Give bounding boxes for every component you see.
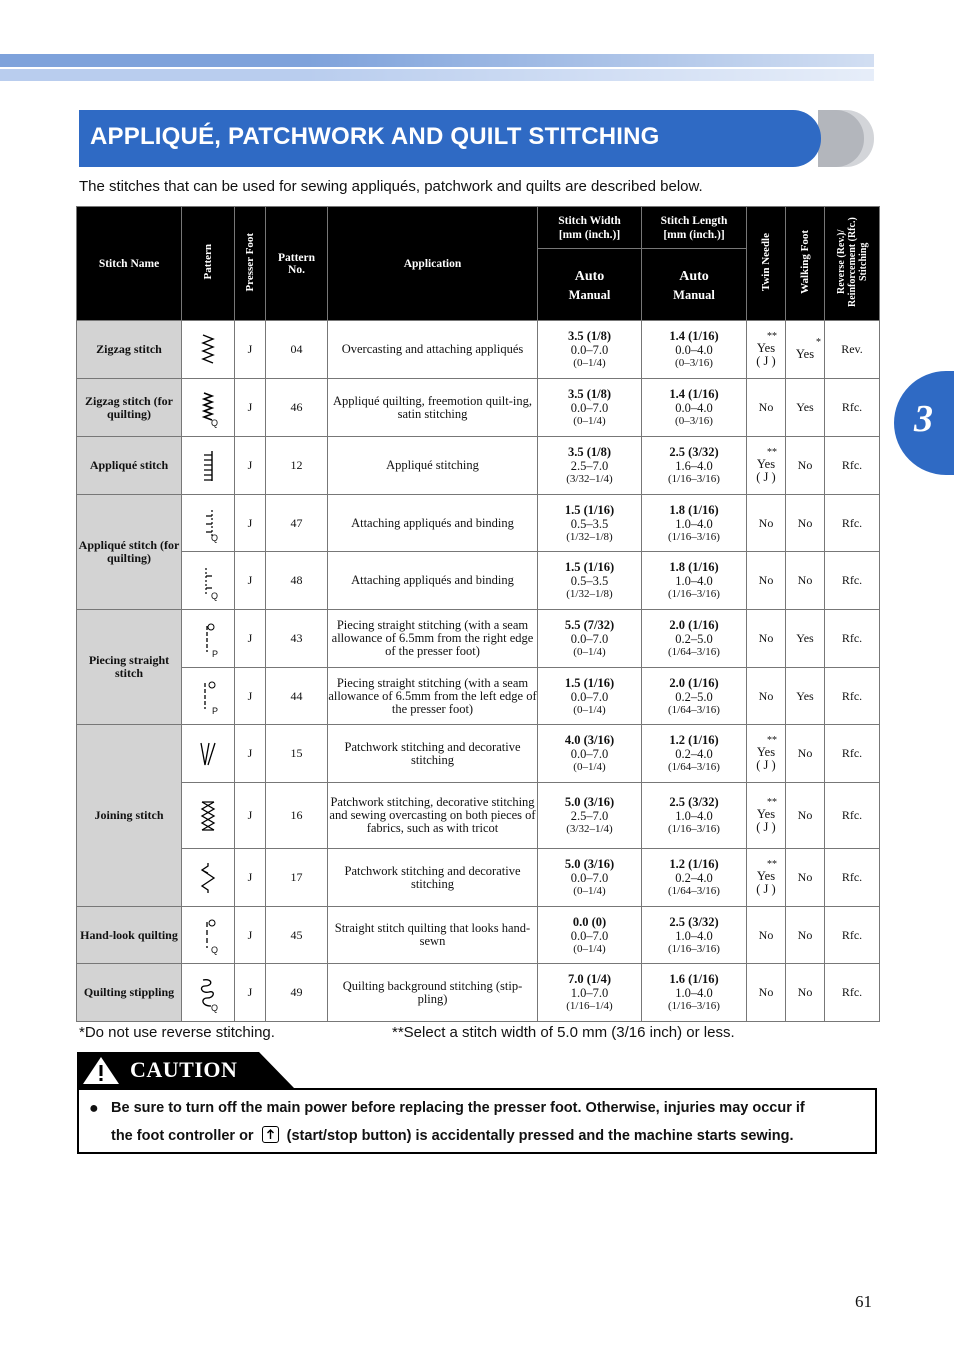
walking-foot: * Yes bbox=[786, 321, 825, 379]
table-row bbox=[77, 849, 880, 907]
stitch-pattern-icon: Q bbox=[182, 495, 235, 552]
application: Quilting background stitching (stip-pling) bbox=[328, 964, 538, 1022]
stitch-name: Piecing straight stitch bbox=[77, 610, 182, 725]
stitch-pattern-icon bbox=[182, 783, 235, 849]
stitch-length: 1.2 (1/16) 0.2–4.0 (1/64–3/16) bbox=[642, 849, 747, 907]
twin-needle: ** Yes ( J ) bbox=[747, 783, 786, 849]
stitch-pattern-icon: Q bbox=[182, 379, 235, 437]
stitch-length: 1.2 (1/16) 0.2–4.0 (1/64–3/16) bbox=[642, 725, 747, 783]
reverse-stitching: Rfc. bbox=[825, 610, 880, 668]
presser-foot: J bbox=[235, 725, 266, 783]
application: Appliqué stitching bbox=[328, 437, 538, 495]
stitch-pattern-icon: Q bbox=[182, 964, 235, 1022]
stitch-length: 1.8 (1/16) 1.0–4.0 (1/16–3/16) bbox=[642, 552, 747, 610]
stitch-name: Quilting stippling bbox=[77, 964, 182, 1022]
table-row bbox=[77, 552, 880, 610]
header-stripe bbox=[0, 54, 874, 81]
stitch-pattern-icon bbox=[182, 849, 235, 907]
stitch-pattern-icon bbox=[182, 321, 235, 379]
header-length-auto-manual: Auto Manual bbox=[642, 249, 747, 321]
chapter-tab bbox=[894, 371, 954, 475]
application: Patchwork stitching and decorative stitching bbox=[328, 849, 538, 907]
pattern-no: 43 bbox=[266, 610, 328, 668]
header-presser-foot: Presser Foot bbox=[235, 207, 266, 321]
presser-foot: J bbox=[235, 783, 266, 849]
stitch-name: Zigzag stitch bbox=[77, 321, 182, 379]
stitch-pattern-icon bbox=[182, 437, 235, 495]
header-stitch-length: Stitch Length [mm (inch.)] bbox=[642, 207, 747, 249]
presser-foot: J bbox=[235, 849, 266, 907]
page-number: 61 bbox=[855, 1292, 872, 1311]
reverse-stitching: Rfc. bbox=[825, 907, 880, 964]
twin-needle: ** Yes ( J ) bbox=[747, 437, 786, 495]
pattern-no: 17 bbox=[266, 849, 328, 907]
stitch-name: Hand-look quilting bbox=[77, 907, 182, 964]
stitch-width: 5.5 (7/32) 0.0–7.0 (0–1/4) bbox=[538, 610, 642, 668]
caution-line-2: the foot controller or (start/stop button) is accidentally pressed and the machine starts sewing. bbox=[111, 1128, 794, 1144]
walking-foot: No bbox=[786, 907, 825, 964]
twin-needle: No bbox=[747, 907, 786, 964]
header-width-auto-manual: Auto Manual bbox=[538, 249, 642, 321]
presser-foot: J bbox=[235, 379, 266, 437]
pattern-no: 15 bbox=[266, 725, 328, 783]
header-pattern-no: Pattern No. bbox=[266, 207, 328, 321]
stitch-table bbox=[76, 206, 880, 1022]
stitch-name: Zigzag stitch (for quilting) bbox=[77, 379, 182, 437]
header-stitch-name: Stitch Name bbox=[77, 207, 182, 321]
table-row bbox=[77, 437, 880, 495]
caution-box bbox=[77, 1088, 877, 1154]
reverse-stitching: Rfc. bbox=[825, 495, 880, 552]
intro-text: The stitches that can be used for sewing appliqués, patchwork and quilts are described below. bbox=[79, 178, 703, 195]
presser-foot: J bbox=[235, 907, 266, 964]
presser-foot: J bbox=[235, 668, 266, 725]
presser-foot: J bbox=[235, 552, 266, 610]
application: Patchwork stitching and decorative stitching bbox=[328, 725, 538, 783]
reverse-stitching: Rfc. bbox=[825, 783, 880, 849]
stitch-pattern-icon: P bbox=[182, 610, 235, 668]
pattern-no: 45 bbox=[266, 907, 328, 964]
stitch-width: 3.5 (1/8) 0.0–7.0 (0–1/4) bbox=[538, 321, 642, 379]
twin-needle: No bbox=[747, 610, 786, 668]
stitch-length: 2.0 (1/16) 0.2–5.0 (1/64–3/16) bbox=[642, 610, 747, 668]
stitch-length: 2.5 (3/32) 1.6–4.0 (1/16–3/16) bbox=[642, 437, 747, 495]
stitch-length: 2.5 (3/32) 1.0–4.0 (1/16–3/16) bbox=[642, 907, 747, 964]
stitch-length: 1.6 (1/16) 1.0–4.0 (1/16–3/16) bbox=[642, 964, 747, 1022]
walking-foot: No bbox=[786, 552, 825, 610]
stitch-name: Appliqué stitch (for quilting) bbox=[77, 495, 182, 610]
table-row bbox=[77, 610, 880, 668]
caution-badge bbox=[77, 1052, 294, 1088]
header-walking-foot: Walking Foot bbox=[786, 207, 825, 321]
walking-foot: Yes bbox=[786, 379, 825, 437]
twin-needle: No bbox=[747, 495, 786, 552]
walking-foot: Yes bbox=[786, 610, 825, 668]
stitch-pattern-icon bbox=[182, 725, 235, 783]
reverse-stitching: Rfc. bbox=[825, 552, 880, 610]
table-row bbox=[77, 379, 880, 437]
stitch-name: Joining stitch bbox=[77, 725, 182, 907]
walking-foot: No bbox=[786, 964, 825, 1022]
pattern-no: 44 bbox=[266, 668, 328, 725]
pattern-no: 16 bbox=[266, 783, 328, 849]
walking-foot: No bbox=[786, 437, 825, 495]
chapter-number: 3 bbox=[914, 398, 933, 440]
application: Appliqué quilting, freemotion quilt-ing, satin stitching bbox=[328, 379, 538, 437]
twin-needle: ** Yes ( J ) bbox=[747, 725, 786, 783]
pattern-no: 49 bbox=[266, 964, 328, 1022]
stitch-width: 1.5 (1/16) 0.0–7.0 (0–1/4) bbox=[538, 668, 642, 725]
presser-foot: J bbox=[235, 437, 266, 495]
presser-foot: J bbox=[235, 495, 266, 552]
reverse-stitching: Rfc. bbox=[825, 725, 880, 783]
section-title-bar bbox=[79, 110, 821, 167]
start-stop-button-icon bbox=[262, 1126, 279, 1143]
stitch-width: 5.0 (3/16) 2.5–7.0 (3/32–1/4) bbox=[538, 783, 642, 849]
bullet-icon: ● bbox=[89, 1100, 99, 1117]
pattern-no: 48 bbox=[266, 552, 328, 610]
application: Straight stitch quilting that looks hand-sewn bbox=[328, 907, 538, 964]
pattern-no: 12 bbox=[266, 437, 328, 495]
pattern-no: 04 bbox=[266, 321, 328, 379]
header-stitch-width: Stitch Width [mm (inch.)] bbox=[538, 207, 642, 249]
pattern-no: 47 bbox=[266, 495, 328, 552]
stitch-pattern-icon: Q bbox=[182, 907, 235, 964]
reverse-stitching: Rfc. bbox=[825, 964, 880, 1022]
reverse-stitching: Rfc. bbox=[825, 668, 880, 725]
application: Overcasting and attaching appliqués bbox=[328, 321, 538, 379]
twin-needle: No bbox=[747, 964, 786, 1022]
application: Attaching appliqués and binding bbox=[328, 495, 538, 552]
presser-foot: J bbox=[235, 321, 266, 379]
page-title: APPLIQUÉ, PATCHWORK AND QUILT STITCHING bbox=[90, 123, 660, 150]
header-pattern: Pattern bbox=[182, 207, 235, 321]
stitch-width: 7.0 (1/4) 1.0–7.0 (1/16–1/4) bbox=[538, 964, 642, 1022]
reverse-stitching: Rfc. bbox=[825, 379, 880, 437]
walking-foot: No bbox=[786, 849, 825, 907]
stitch-length: 1.4 (1/16) 0.0–4.0 (0–3/16) bbox=[642, 379, 747, 437]
table-row bbox=[77, 495, 880, 552]
reverse-stitching: Rfc. bbox=[825, 849, 880, 907]
presser-foot: J bbox=[235, 964, 266, 1022]
stitch-length: 1.4 (1/16) 0.0–4.0 (0–3/16) bbox=[642, 321, 747, 379]
stitch-width: 1.5 (1/16) 0.5–3.5 (1/32–1/8) bbox=[538, 495, 642, 552]
stitch-width: 0.0 (0) 0.0–7.0 (0–1/4) bbox=[538, 907, 642, 964]
stitch-width: 5.0 (3/16) 0.0–7.0 (0–1/4) bbox=[538, 849, 642, 907]
footnote-twin-needle: **Select a stitch width of 5.0 mm (3/16 inch) or less. bbox=[392, 1024, 735, 1041]
table-row bbox=[77, 668, 880, 725]
stitch-length: 2.0 (1/16) 0.2–5.0 (1/64–3/16) bbox=[642, 668, 747, 725]
stitch-width: 3.5 (1/8) 0.0–7.0 (0–1/4) bbox=[538, 379, 642, 437]
application: Piecing straight stitching (with a seam allowance of 6.5mm from the left edge of the presser foot) bbox=[328, 668, 538, 725]
header-application: Application bbox=[328, 207, 538, 321]
presser-foot: J bbox=[235, 610, 266, 668]
table-row bbox=[77, 907, 880, 964]
twin-needle: No bbox=[747, 379, 786, 437]
header-reverse: Reverse (Rev.)/ Reinforcement (Rfc.) Stitching bbox=[825, 207, 880, 321]
application: Patchwork stitching, decorative stitching and sewing overcasting on both pieces of fabrics, such as with tricot bbox=[328, 783, 538, 849]
caution-label: CAUTION bbox=[130, 1057, 238, 1082]
stitch-length: 1.8 (1/16) 1.0–4.0 (1/16–3/16) bbox=[642, 495, 747, 552]
walking-foot: No bbox=[786, 725, 825, 783]
table-row bbox=[77, 321, 880, 379]
walking-foot: No bbox=[786, 783, 825, 849]
walking-foot: Yes bbox=[786, 668, 825, 725]
footnote-reverse: *Do not use reverse stitching. bbox=[79, 1024, 275, 1041]
twin-needle: ** Yes ( J ) bbox=[747, 321, 786, 379]
application: Piecing straight stitching (with a seam allowance of 6.5mm from the right edge of the presser foot) bbox=[328, 610, 538, 668]
stitch-width: 1.5 (1/16) 0.5–3.5 (1/32–1/8) bbox=[538, 552, 642, 610]
stitch-name: Appliqué stitch bbox=[77, 437, 182, 495]
twin-needle: No bbox=[747, 668, 786, 725]
stitch-width: 4.0 (3/16) 0.0–7.0 (0–1/4) bbox=[538, 725, 642, 783]
caution-line-1: Be sure to turn off the main power before replacing the presser foot. Otherwise, injuries may occur if bbox=[111, 1100, 805, 1116]
stitch-length: 2.5 (3/32) 1.0–4.0 (1/16–3/16) bbox=[642, 783, 747, 849]
stitch-width: 3.5 (1/8) 2.5–7.0 (3/32–1/4) bbox=[538, 437, 642, 495]
stitch-pattern-icon: P bbox=[182, 668, 235, 725]
table-row bbox=[77, 964, 880, 1022]
table-row bbox=[77, 783, 880, 849]
table-row bbox=[77, 725, 880, 783]
application: Attaching appliqués and binding bbox=[328, 552, 538, 610]
pattern-no: 46 bbox=[266, 379, 328, 437]
header-twin-needle: Twin Needle bbox=[747, 207, 786, 321]
stitch-pattern-icon: Q bbox=[182, 552, 235, 610]
twin-needle: ** Yes ( J ) bbox=[747, 849, 786, 907]
walking-foot: No bbox=[786, 495, 825, 552]
reverse-stitching: Rev. bbox=[825, 321, 880, 379]
reverse-stitching: Rfc. bbox=[825, 437, 880, 495]
twin-needle: No bbox=[747, 552, 786, 610]
